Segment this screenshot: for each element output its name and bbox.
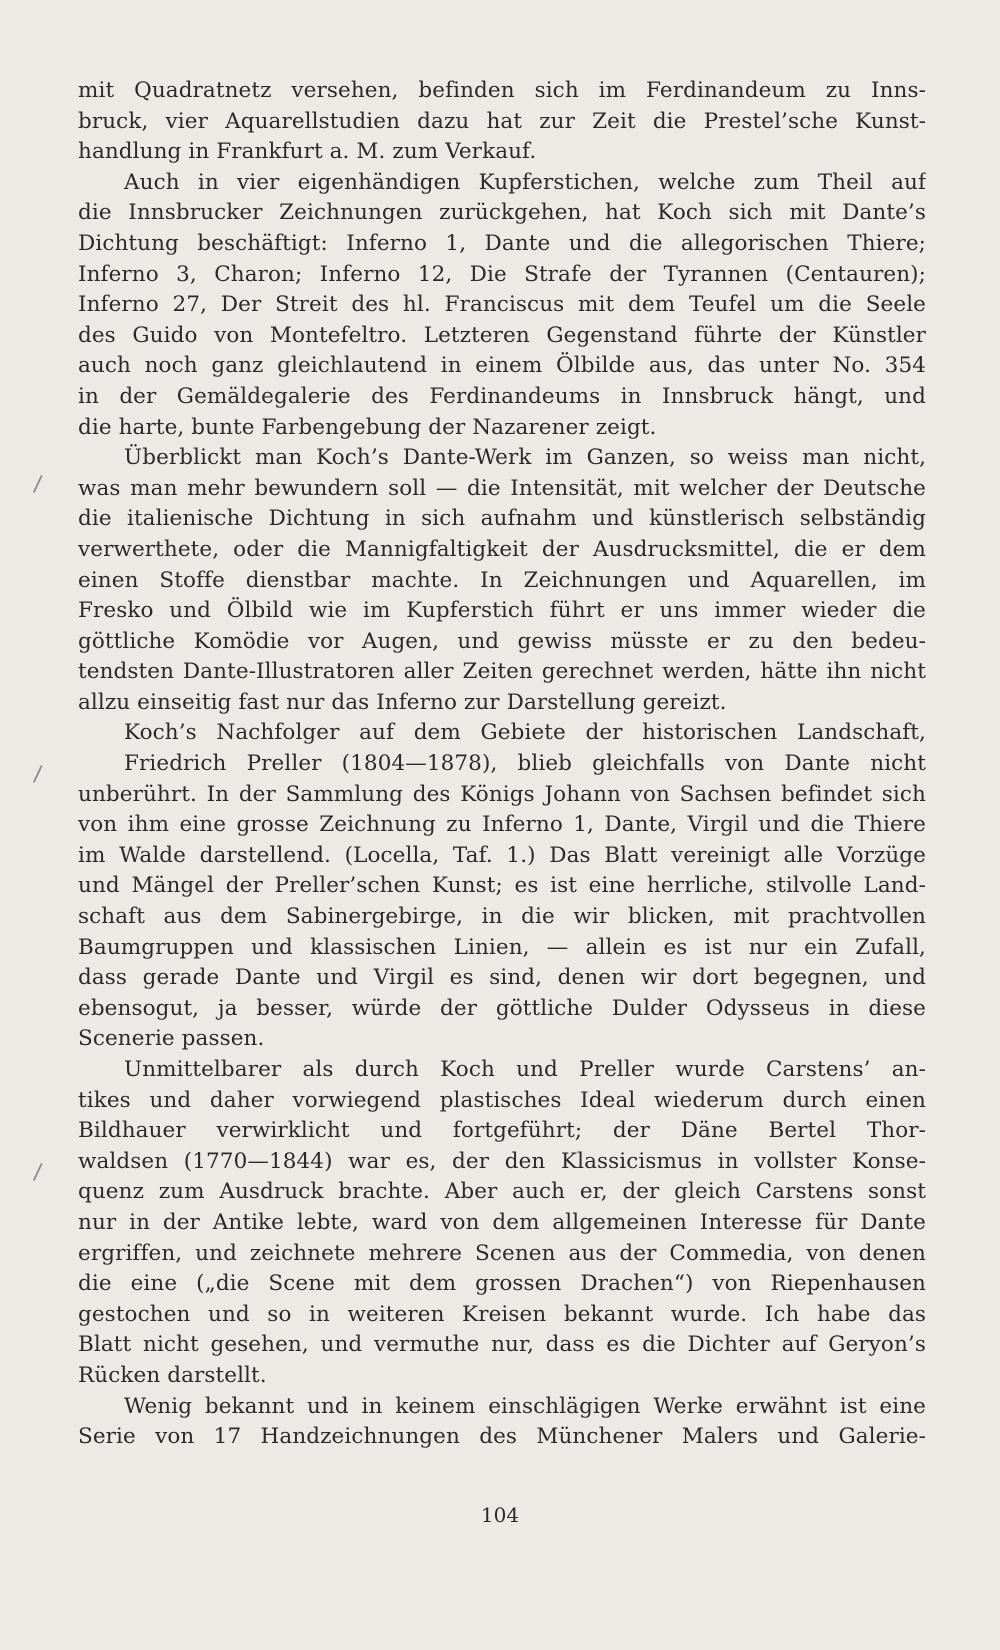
text-line: auch noch ganz gleichlautend in einem Ölbilde aus, das unter No. 354 bbox=[78, 353, 926, 379]
text-line: Serie von 17 Handzeichnungen des Münchener Malers und Galerie- bbox=[78, 1424, 926, 1450]
text-line: im Walde darstellend. (Locella, Taf. 1.) Das Blatt vereinigt alle Vorzüge bbox=[78, 842, 926, 868]
body-text bbox=[78, 76, 926, 1453]
text-line: einen Stoffe dienstbar machte. In Zeichnungen und Aquarellen, im bbox=[78, 567, 926, 593]
text-line: die Innsbrucker Zeichnungen zurückgehen, hat Koch sich mit Dante’s bbox=[78, 200, 926, 226]
margin-mark: / bbox=[32, 471, 44, 498]
text-line: Bildhauer verwirklicht und fortgeführt; der Däne Bertel Thor- bbox=[78, 1118, 926, 1144]
text-line: Scenerie passen. bbox=[78, 1026, 265, 1052]
page-number: 104 bbox=[480, 1503, 520, 1527]
text-line: Rücken darstellt. bbox=[78, 1362, 267, 1388]
text-line: und Mängel der Preller’schen Kunst; es ist eine herrliche, stilvolle Land- bbox=[78, 873, 926, 899]
text-line: schaft aus dem Sabinergebirge, in die wir blicken, mit prachtvollen bbox=[78, 904, 926, 930]
text-line: waldsen (1770—1844) war es, der den Klassicismus in vollster Konse- bbox=[78, 1148, 926, 1174]
text-line: tikes und daher vorwiegend plastisches Ideal wiederum durch einen bbox=[78, 1087, 926, 1113]
text-line: Wenig bekannt und in keinem einschlägigen Werke erwähnt ist eine bbox=[124, 1393, 926, 1419]
text-line: Überblickt man Koch’s Dante-Werk im Ganzen, so weiss man nicht, bbox=[124, 445, 926, 471]
text-line: gestochen und so in weiteren Kreisen bekannt wurde. Ich habe das bbox=[78, 1301, 926, 1327]
text-line: die italienische Dichtung in sich aufnahm und künstlerisch selbständig bbox=[78, 506, 926, 532]
text-line: Inferno 3, Charon; Inferno 12, Die Strafe der Tyrannen (Centauren); bbox=[78, 261, 926, 287]
text-line: allzu einseitig fast nur das Inferno zur Darstellung gereizt. bbox=[78, 689, 727, 715]
text-line: unberührt. In der Sammlung des Königs Johann von Sachsen befindet sich bbox=[78, 781, 926, 807]
text-line: mit Quadratnetz versehen, befinden sich im Ferdinandeum zu Inns- bbox=[78, 78, 926, 103]
text-line: Unmittelbarer als durch Koch und Preller wurde Carstens’ an- bbox=[124, 1057, 926, 1082]
margin-mark: / bbox=[32, 1159, 44, 1186]
text-line: Fresko und Ölbild wie im Kupferstich führt er uns immer wieder die bbox=[78, 598, 926, 624]
margin-mark: / bbox=[32, 761, 44, 788]
text-line: verwerthete, oder die Mannigfaltigkeit der Ausdrucksmittel, die er dem bbox=[78, 536, 926, 562]
text-line: dass gerade Dante und Virgil es sind, denen wir dort begegnen, und bbox=[78, 965, 926, 991]
text-line: Blatt nicht gesehen, und vermuthe nur, dass es die Dichter auf Geryon’s bbox=[78, 1332, 926, 1358]
text-line: ebensogut, ja besser, würde der göttliche Dulder Odysseus in diese bbox=[78, 995, 926, 1021]
text-line: was man mehr bewundern soll — die Intensität, mit welcher der Deutsche bbox=[78, 475, 926, 501]
text-line: quenz zum Ausdruck brachte. Aber auch er, der gleich Carstens sonst bbox=[78, 1179, 926, 1205]
text-line: von ihm eine grosse Zeichnung zu Inferno 1, Dante, Virgil und die Thiere bbox=[78, 812, 926, 838]
text-line: bruck, vier Aquarellstudien dazu hat zur Zeit die Prestel’sche Kunst- bbox=[78, 108, 926, 134]
text-line: die harte, bunte Farbengebung der Nazarener zeigt. bbox=[78, 414, 657, 440]
text-line: Auch in vier eigenhändigen Kupferstichen, welche zum Theil auf bbox=[124, 169, 926, 195]
text-line: tendsten Dante-Illustratoren aller Zeiten gerechnet werden, hätte ihn nicht bbox=[78, 659, 926, 685]
text-line: nur in der Antike lebte, ward von dem allgemeinen Interesse für Dante bbox=[78, 1209, 926, 1235]
text-line: handlung in Frankfurt a. M. zum Verkauf. bbox=[78, 139, 537, 165]
text-line: die eine („die Scene mit dem grossen Drachen“) von Riepenhausen bbox=[78, 1271, 926, 1297]
text-line: Baumgruppen und klassischen Linien, — allein es ist nur ein Zufall, bbox=[78, 934, 926, 960]
text-line: Friedrich Preller (1804—1878), blieb gleichfalls von Dante nicht bbox=[124, 751, 926, 777]
text-line: ergriffen, und zeichnete mehrere Scenen aus der Commedia, von denen bbox=[78, 1240, 926, 1266]
text-line: göttliche Komödie vor Augen, und gewiss müsste er zu den bedeu- bbox=[78, 628, 926, 654]
text-line: Koch’s Nachfolger auf dem Gebiete der historischen Landschaft, bbox=[124, 720, 926, 746]
text-line: des Guido von Montefeltro. Letzteren Gegenstand führte der Künstler bbox=[78, 322, 926, 348]
text-line: Inferno 27, Der Streit des hl. Franciscus mit dem Teufel um die Seele bbox=[78, 292, 926, 318]
text-line: Dichtung beschäftigt: Inferno 1, Dante und die allegorischen Thiere; bbox=[78, 230, 926, 256]
text-line: in der Gemäldegalerie des Ferdinandeums in Innsbruck hängt, und bbox=[78, 383, 926, 409]
